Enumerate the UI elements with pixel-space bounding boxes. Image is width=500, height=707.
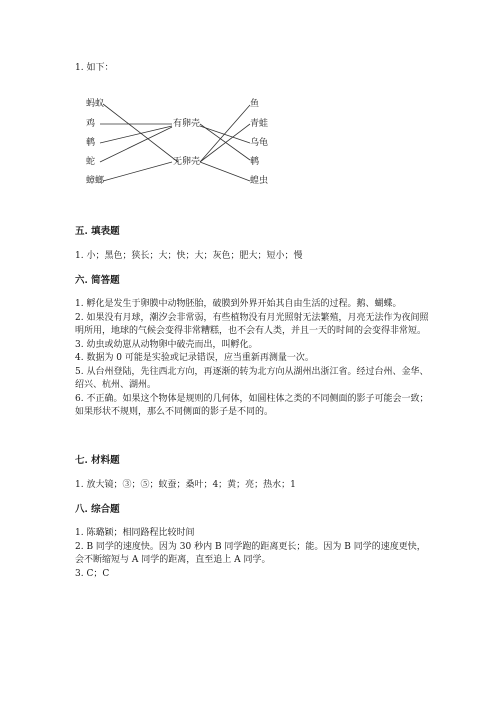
line-cockroach-to-no-shell bbox=[103, 162, 172, 181]
section-6-body bbox=[75, 298, 430, 420]
answer-line: 2. 如果没有月球，潮汐会非常弱，有些植物没有月光照射无法繁殖，月亮无法作为夜间照明所用，地球的气候会变得非常糟糕，也不会有人类，并且一天的时间的会变得非常短。 bbox=[75, 312, 429, 336]
right-item: 乌龟 bbox=[250, 138, 269, 148]
answer-line: 3. 幼虫或幼崽从动物卵中破壳而出，叫孵化。 bbox=[75, 339, 258, 350]
section-8-body bbox=[75, 527, 430, 581]
right-item: 鹌 bbox=[250, 157, 260, 167]
right-item: 鱼 bbox=[250, 99, 260, 109]
section-7-title: 七. 材料题 bbox=[75, 455, 120, 466]
section-7-line: 1. 放大镜；③；⑤；蚁蚕；桑叶；4；黄；亮；热水；1 bbox=[75, 480, 296, 490]
middle-item: 无卵壳 bbox=[173, 157, 201, 167]
section-6-title: 六. 简答题 bbox=[75, 275, 120, 286]
answer-line: 1. 陈璐颖；相同路程比较时间 bbox=[75, 528, 195, 538]
item-1-label: 1. 如下： bbox=[75, 63, 114, 73]
answer-line: 1. 孵化是发生于卵膜中动物胚胎，破膜到外界开始其自由生活的过程。鹅、蝴蝶。 bbox=[75, 299, 402, 309]
line-quail-to-shell bbox=[100, 126, 172, 143]
section-5-line: 1. 小；黑色；狭长；大；快；大；灰色；肥大；短小；慢 bbox=[75, 251, 303, 261]
line-snake-to-shell bbox=[100, 127, 172, 162]
line-shell-to-turtle bbox=[200, 126, 250, 143]
left-item: 鹌 bbox=[86, 138, 96, 148]
line-shell-to-fish-dummy bbox=[200, 105, 250, 124]
answer-line: 4. 数据为 0 可能是实验或记录错误，应当重新再测量一次。 bbox=[75, 353, 314, 363]
line-no-shell-to-fish bbox=[200, 105, 250, 162]
left-item: 蚂蚁 bbox=[86, 99, 105, 109]
answer-line: 3. C；C bbox=[75, 568, 110, 579]
left-item: 蟑螂 bbox=[86, 176, 105, 186]
left-item: 蛇 bbox=[86, 157, 96, 167]
answer-line: 6. 不正确。如果这个物体是规则的几何体，如圆柱体之类的不同侧面的影子可能会一致；如果形状不规则，那么不同侧面的影子是不同的。 bbox=[75, 393, 429, 417]
right-item: 蝗虫 bbox=[250, 176, 269, 186]
right-item: 青蛙 bbox=[250, 119, 269, 129]
line-ant-to-no-shell bbox=[103, 104, 178, 162]
line-no-shell-to-locust bbox=[200, 162, 250, 181]
section-5-title: 五. 填表题 bbox=[75, 226, 120, 237]
answer-line: 2. B 同学的速度快。因为 30 秒内 B 同学跑的距离更长；能。因为 B 同学的速度更快，会不断缩短与 A 同学的距离，直至追上 A 同学。 bbox=[75, 541, 426, 565]
middle-item: 有卵壳 bbox=[173, 119, 201, 129]
section-8-title: 八. 综合题 bbox=[75, 504, 120, 515]
left-item: 鸡 bbox=[86, 119, 96, 129]
answer-line: 5. 从台州登陆，先往西北方向，再逐渐的转为北方向从湖州出浙江省。经过台州、金华、绍兴、杭州、湖州。 bbox=[75, 366, 429, 390]
